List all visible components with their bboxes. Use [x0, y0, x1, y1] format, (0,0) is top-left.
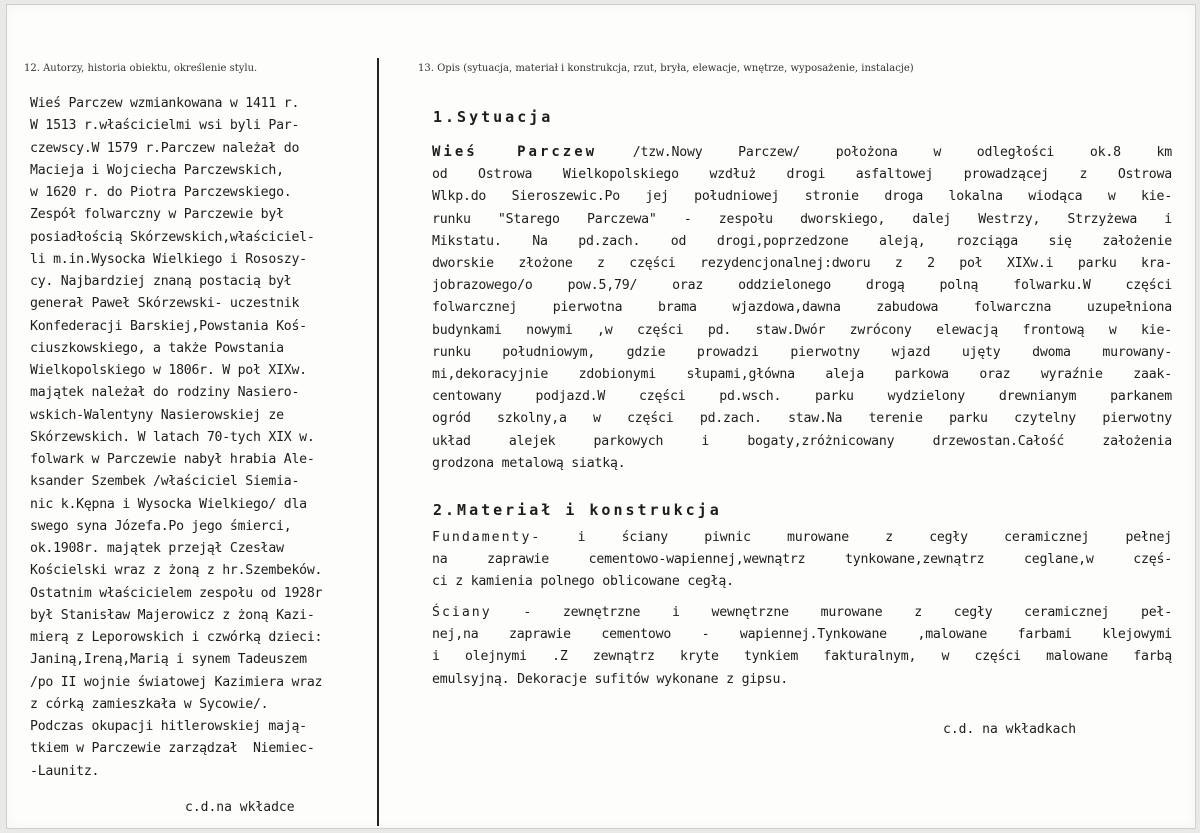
history-line: w 1620 r. do Piotra Parczewskiego.: [30, 185, 292, 200]
history-line: majątek należał do rodziny Nasiero-: [30, 385, 300, 401]
history-line: cy. Najbardziej znaną postacią był: [30, 274, 292, 289]
history-line: Zespół folwarczny w Parczewie był: [30, 207, 284, 223]
situation-line: folwarcznej pierwotna brama wjazdowa,dawna zabudowa folwarczna uzupełniona: [432, 300, 1172, 316]
history-line: Macieja i Wojciecha Parczewskich,: [30, 162, 284, 178]
situation-line: Mikstatu. Na pd.zach. od drogi,poprzedzone aleją, rozciąga się założenie: [432, 233, 1172, 249]
situation-line: jobrazowego/o pow.5,79/ oraz oddzielonego drogą polną folwarku.W części: [432, 278, 1172, 294]
walls-line: nej,na zaprawie cementowo - wapiennej.Tynkowane ,malowane farbami klejowymi: [432, 627, 1172, 643]
walls-line: i olejnymi .Z zewnątrz kryte tynkiem fakturalnym, w części malowane farbą: [432, 649, 1172, 665]
history-line: /po II wojnie światowej Kazimiera wraz: [30, 674, 323, 690]
continuation-note-left: c.d.na wkładce: [185, 800, 295, 815]
history-line: Wieś Parczew wzmiankowana w 1411 r.: [30, 96, 300, 111]
section-title-material: 2.Materiał i konstrukcja: [433, 501, 722, 519]
foundations-line: na zaprawie cementowo-wapiennej,wewnątrz tynkowane,zewnątrz ceglane,w częś-: [432, 552, 1172, 568]
history-line: Podczas okupacji hitlerowskiej mają-: [30, 719, 307, 734]
history-line: ciuszkowskiego, a także Powstania: [30, 340, 284, 356]
foundations-lead: Fundamenty-: [432, 530, 542, 545]
walls-line: Ściany - zewnętrzne i wewnętrzne murowane z cegły ceramicznej peł-: [432, 605, 1172, 620]
history-line: był Stanisław Majerowicz z żoną Kazi-: [30, 607, 315, 623]
situation-line: centowany podjazd.W części pd.wsch. parku wydzielony drewnianym parkanem: [432, 389, 1172, 405]
history-line: W 1513 r.właścicielmi wsi byli Par-: [30, 118, 300, 134]
situation-line: Wlkp.do Sieroszewic.Po jej południowej stronie droga lokalna wiodąca w kie-: [432, 189, 1172, 205]
foundations-line: Fundamenty- i ściany piwnic murowane z cegły ceramicznej pełnej: [432, 530, 1172, 545]
situation-line: grodzona metalową siatką.: [432, 455, 626, 471]
history-line: wskich-Walentyny Nasierowskiej ze: [30, 407, 284, 423]
history-line: z córką zamieszkała w Sycowie/.: [30, 696, 269, 712]
history-line: tkiem w Parczewie zarządzał Niemiec-: [30, 741, 315, 757]
situation-line: mi,dekoracyjnie zdobionymi słupami,główna aleja parkowa oraz wyraźnie zaak-: [432, 367, 1172, 383]
situation-line: budynkami nowymi ,w części pd. staw.Dwór zwrócony elewacją frontową w kie-: [432, 322, 1172, 338]
walls-text: [432, 602, 1172, 691]
situation-lead: Wieś Parczew: [432, 144, 598, 160]
history-line: folwark w Parczewie nabył hrabia Ale-: [30, 452, 315, 467]
situation-line: runku "Starego Parczewa" - zespołu dworskiego, dalej Westrzy, Strzyżewa i: [432, 211, 1172, 227]
continuation-note-right: c.d. na wkładkach: [943, 722, 1077, 737]
foundations-line: ci z kamienia polnego oblicowane cegłą.: [432, 574, 734, 590]
situation-line: Wieś Parczew /tzw.Nowy Parczew/ położona w odległości ok.8 km: [432, 144, 1172, 160]
situation-line: runku południowym, gdzie prowadzi pierwotny wjazd ujęty dwoma murowany-: [432, 344, 1172, 360]
history-line: -Launitz.: [30, 763, 100, 779]
history-line: czewscy.W 1579 r.Parczew należał do: [30, 140, 300, 156]
history-text: [30, 93, 410, 783]
foundations-text: [432, 527, 1172, 594]
history-line: ok.1908r. majątek przejął Czesław: [30, 541, 284, 556]
walls-line: emulsyjną. Dekoracje sufitów wykonane z gipsu.: [432, 671, 789, 687]
history-line: Wielkopolskiego w 1806r. W poł XIXw.: [30, 363, 307, 378]
situation-line: ogród szkolny,a w części pd.zach. staw.Na terenie parku czytelny pierwotny: [432, 411, 1172, 427]
history-line: Kościelski wraz z żoną z hr.Szembeków.: [30, 563, 323, 579]
field-12-header: 12. Autorzy, historia obiektu, określenie stylu.: [24, 63, 258, 74]
history-line: mierą z Leporowskich i czwórką dzieci:: [30, 630, 323, 645]
history-line: nic k.Kępna i Wysocka Wielkiego/ dla: [30, 496, 307, 512]
situation-line: dworskie złożone z części rezydencjonalnej:dworu z 2 poł XIXw.i parku kra-: [432, 256, 1172, 272]
history-line: li m.in.Wysocka Wielkiego i Rososzy-: [30, 251, 307, 267]
history-line: ksander Szembek /właściciel Siemia-: [30, 474, 300, 490]
history-line: Janiną,Ireną,Marią i synem Tadeuszem: [30, 652, 307, 668]
situation-line: od Ostrowa Wielkopolskiego wzdłuż drogi asfaltowej prowadzącej z Ostrowa: [432, 167, 1172, 183]
history-line: Skórzewskich. W latach 70-tych XIX w.: [30, 429, 315, 445]
field-13-header: 13. Opis (sytuacja, materiał i konstrukcja, rzut, bryła, elewacje, wnętrze, wyposażenie, instalacje): [418, 63, 914, 74]
history-line: swego syna Józefa.Po jego śmierci,: [30, 518, 292, 534]
history-line: generał Paweł Skórzewski- uczestnik: [30, 296, 300, 312]
situation-line: układ alejek parkowych i bogaty,zróżnicowany drzewostan.Całość założenia: [432, 433, 1172, 449]
situation-text: [432, 141, 1172, 475]
history-line: posiadłością Skórzewskich,właściciel-: [30, 229, 315, 245]
history-line: Konfederacji Barskiej,Powstania Koś-: [30, 318, 307, 334]
section-title-situation: 1.Sytuacja: [433, 108, 554, 126]
walls-lead: Ściany: [432, 605, 492, 620]
history-line: Ostatnim właścicielem zespołu od 1928r: [30, 585, 323, 601]
